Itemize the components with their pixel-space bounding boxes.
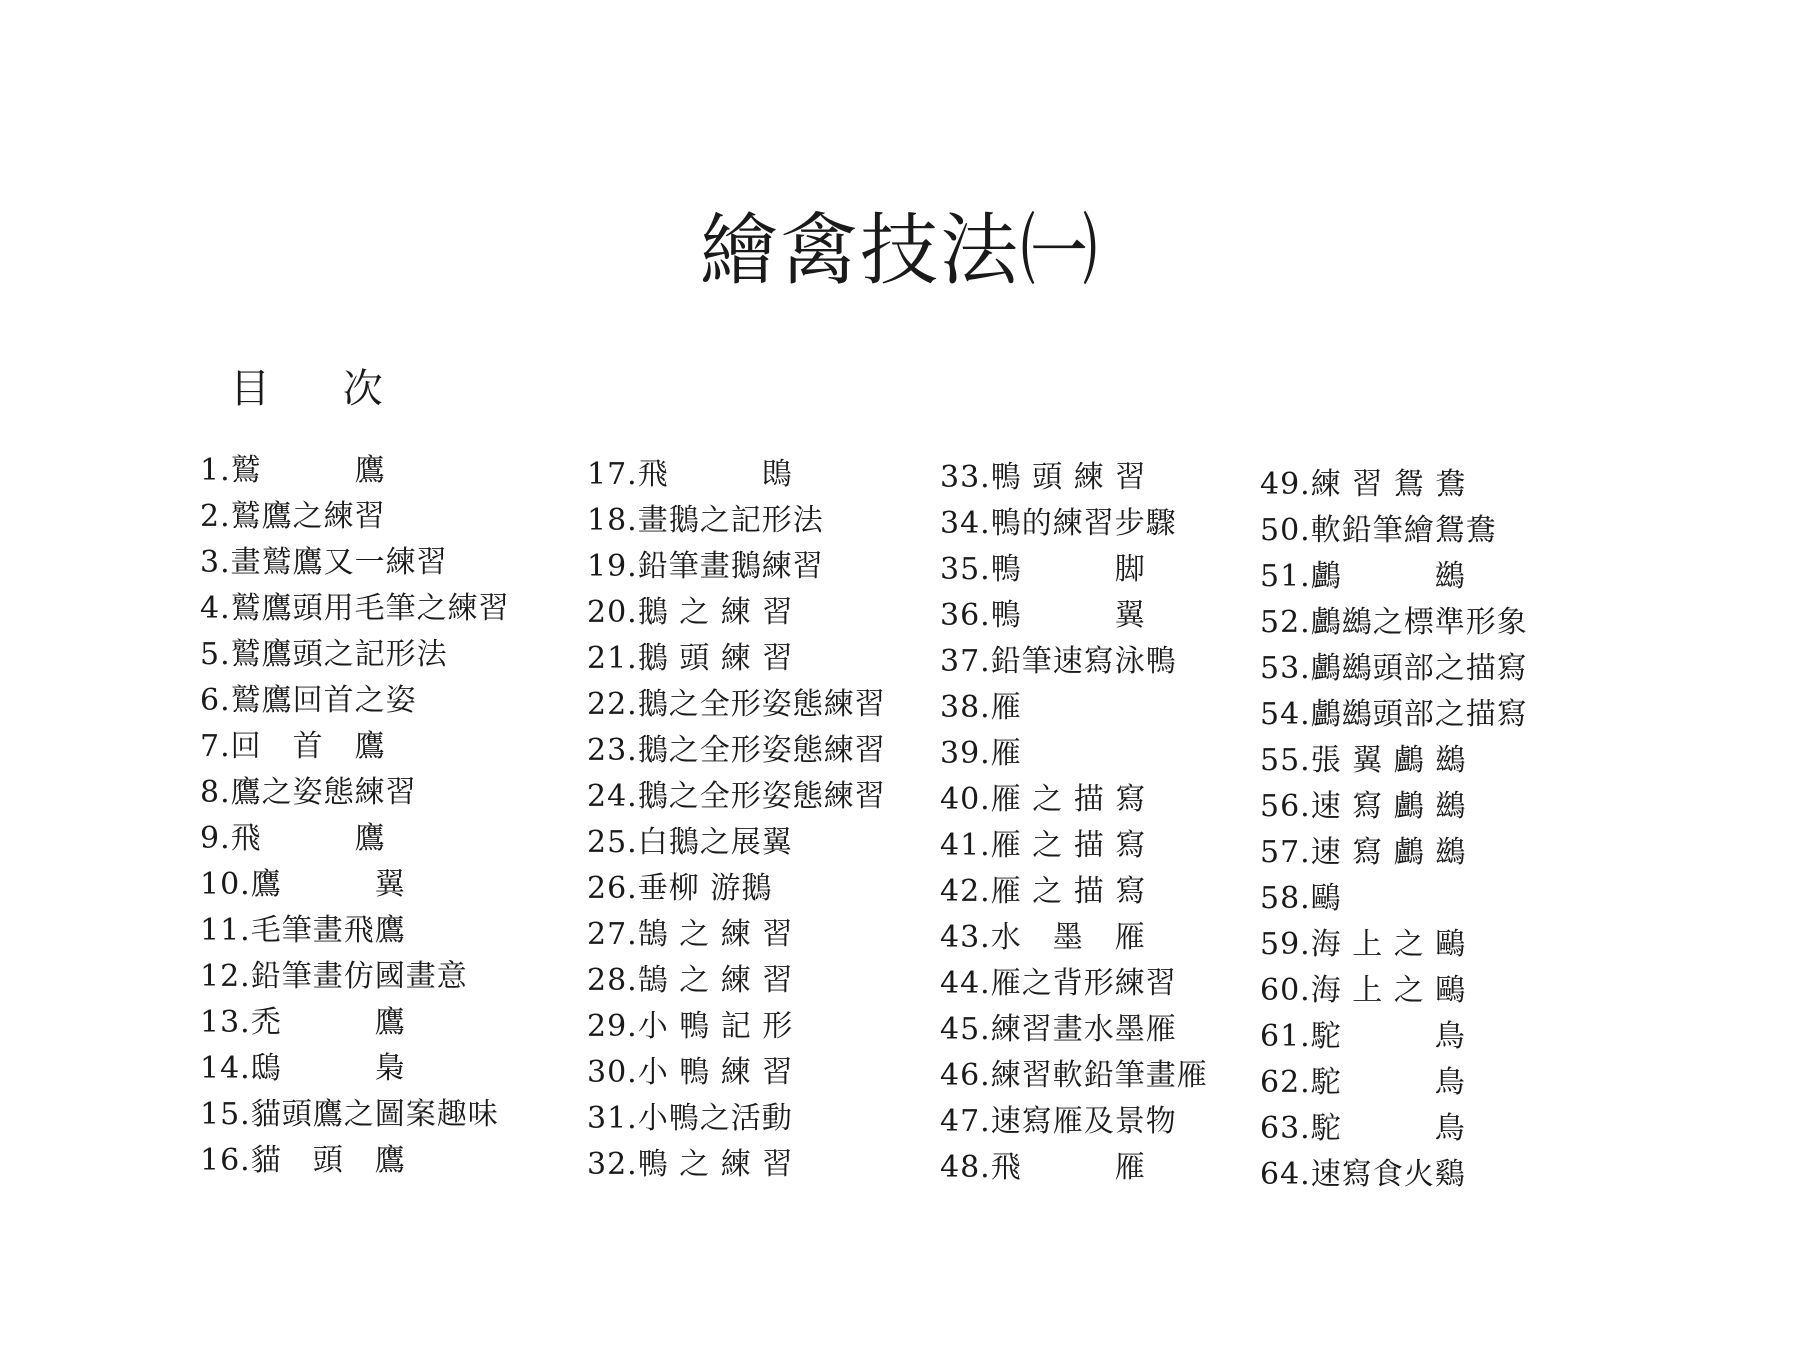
toc-entry: 16.貓 頭 鷹 (200, 1143, 406, 1178)
toc-entry: 23.鵝之全形姿態練習 (587, 733, 886, 768)
toc-entry: 53.鸕鷀頭部之描寫 (1260, 651, 1528, 686)
toc-entry: 61.駝 鳥 (1260, 1019, 1466, 1054)
toc-entry: 29.小 鴨 記 形 (587, 1009, 794, 1044)
toc-entry: 45.練習畫水墨雁 (940, 1012, 1177, 1047)
toc-entry: 44.雁之背形練習 (940, 966, 1177, 1001)
page-title: 繪禽技法㈠ (699, 206, 1100, 296)
toc-entry: 32.鴨 之 練 習 (587, 1147, 794, 1182)
toc-entry: 10.鷹 翼 (200, 867, 406, 902)
toc-entry: 57.速 寫 鸕 鷀 (1260, 835, 1467, 870)
toc-entry: 40.雁 之 描 寫 (940, 782, 1147, 817)
toc-entry: 56.速 寫 鸕 鷀 (1260, 789, 1467, 824)
contents-heading: 目 次 (230, 366, 413, 412)
toc-column-4 (1260, 462, 1528, 1198)
toc-entry: 50.軟鉛筆繪鴛鴦 (1260, 513, 1497, 548)
toc-entry: 42.雁 之 描 寫 (940, 874, 1147, 909)
toc-entry: 59.海 上 之 鷗 (1260, 927, 1467, 962)
toc-entry: 25.白鵝之展翼 (587, 825, 793, 860)
toc-entry: 19.鉛筆畫鵝練習 (587, 549, 824, 584)
toc-entry: 12.鉛筆畫仿國畫意 (200, 959, 468, 994)
toc-entry: 41.雁 之 描 寫 (940, 828, 1147, 863)
toc-entry: 38.雁 (940, 690, 1022, 725)
toc-entry: 8.鷹之姿態練習 (200, 775, 417, 810)
toc-entry: 63.駝 鳥 (1260, 1111, 1466, 1146)
toc-entry: 14.鴟 梟 (200, 1051, 406, 1086)
toc-entry: 37.鉛筆速寫泳鴨 (940, 644, 1177, 679)
toc-entry: 20.鵝 之 練 習 (587, 595, 794, 630)
toc-entry: 1.鷲 鷹 (200, 453, 386, 488)
toc-entry: 13.禿 鷹 (200, 1005, 406, 1040)
toc-entry: 5.鷲鷹頭之記形法 (200, 637, 448, 672)
toc-entry: 39.雁 (940, 736, 1022, 771)
toc-entry: 24.鵝之全形姿態練習 (587, 779, 886, 814)
toc-entry: 17.飛 鵖 (587, 457, 793, 492)
toc-column-3 (940, 455, 1208, 1191)
toc-entry: 58.鷗 (1260, 881, 1342, 916)
toc-entry: 48.飛 雁 (940, 1150, 1146, 1185)
toc-entry: 54.鸕鷀頭部之描寫 (1260, 697, 1528, 732)
toc-entry: 52.鸕鷀之標準形象 (1260, 605, 1528, 640)
toc-entry: 43.水 墨 雁 (940, 920, 1146, 955)
toc-entry: 46.練習軟鉛筆畫雁 (940, 1058, 1208, 1093)
toc-entry: 22.鵝之全形姿態練習 (587, 687, 886, 722)
toc-column-2 (587, 452, 886, 1188)
toc-entry: 35.鴨 脚 (940, 552, 1146, 587)
toc-entry: 47.速寫雁及景物 (940, 1104, 1177, 1139)
toc-entry: 4.鷲鷹頭用毛筆之練習 (200, 591, 510, 626)
toc-entry: 15.貓頭鷹之圖案趣味 (200, 1097, 499, 1132)
toc-entry: 36.鴨 翼 (940, 598, 1146, 633)
toc-entry: 49.練 習 鴛 鴦 (1260, 467, 1467, 502)
toc-entry: 11.毛筆畫飛鷹 (200, 913, 406, 948)
toc-entry: 2.鷲鷹之練習 (200, 499, 386, 534)
toc-entry: 64.速寫食火鷄 (1260, 1157, 1466, 1192)
toc-entry: 34.鴨的練習步驟 (940, 506, 1177, 541)
toc-entry: 18.畫鵝之記形法 (587, 503, 824, 538)
toc-entry: 6.鷲鷹回首之姿 (200, 683, 417, 718)
toc-entry: 55.張 翼 鸕 鷀 (1260, 743, 1467, 778)
toc-entry: 9.飛 鷹 (200, 821, 386, 856)
toc-entry: 30.小 鴨 練 習 (587, 1055, 794, 1090)
toc-entry: 3.畫鷲鷹又一練習 (200, 545, 448, 580)
toc-entry: 7.回 首 鷹 (200, 729, 386, 764)
toc-entry: 51.鸕 鷀 (1260, 559, 1466, 594)
toc-entry: 21.鵝 頭 練 習 (587, 641, 794, 676)
toc-entry: 31.小鴨之活動 (587, 1101, 793, 1136)
toc-entry: 28.鵠 之 練 習 (587, 963, 794, 998)
toc-entry: 26.垂柳 游鵝 (587, 871, 773, 906)
toc-column-1 (200, 448, 510, 1184)
toc-entry: 27.鵠 之 練 習 (587, 917, 794, 952)
toc-entry: 33.鴨 頭 練 習 (940, 460, 1147, 495)
toc-entry: 62.駝 鳥 (1260, 1065, 1466, 1100)
toc-entry: 60.海 上 之 鷗 (1260, 973, 1467, 1008)
